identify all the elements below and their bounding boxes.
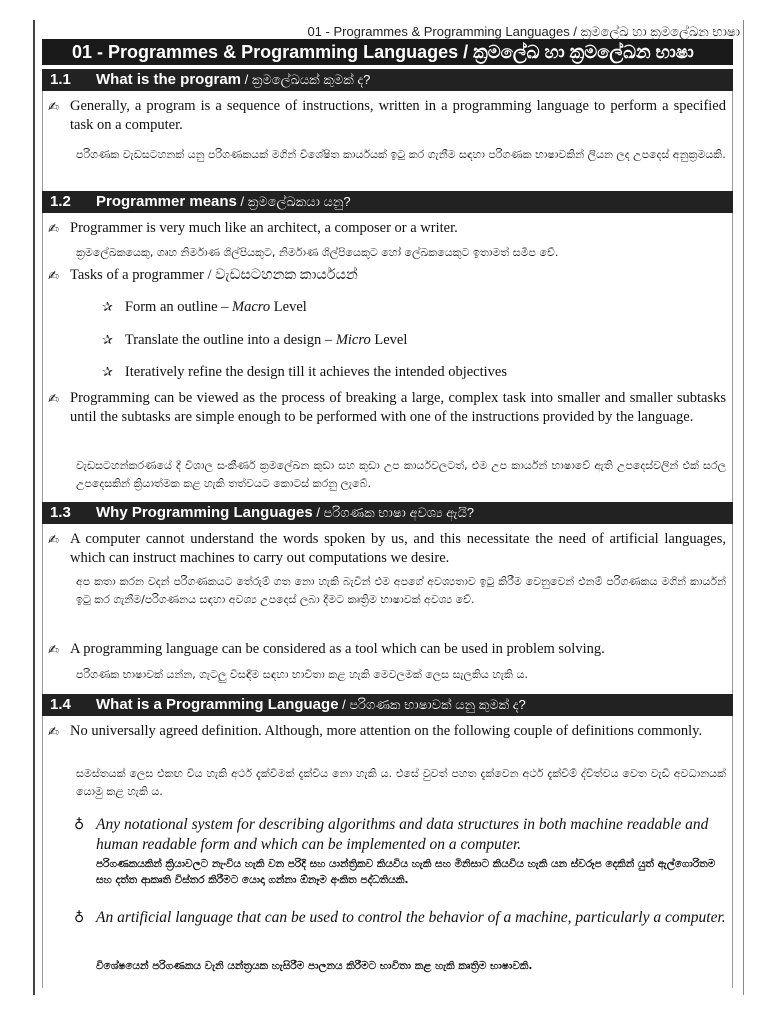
paragraph xyxy=(48,530,726,568)
sinhala-paragraph: සමස්තයක් ලෙස එකඟ විය හැකි අර්ථ දැක්වීමක් දැක්විය නො හැකි ය. එසේ වුවත් පහත දැක්වෙන අර්ථ දැක්වීම් ද්විත්වය වෙත වැඩි අවධානයක් යොමු කළ හැකි ය. xyxy=(76,767,726,798)
task-item: ✰ Iteratively refine the design till it achieves the intended objectives xyxy=(102,364,508,380)
section-title: What is a Programming Language xyxy=(96,696,339,713)
running-header: 01 - Programmes & Programming Languages / ක්‍රමලේඛ හා ක්‍රමලේඛන භාෂා xyxy=(307,24,740,39)
paragraph-text: Tasks of a programmer / වැඩසටහනක කාර්යයන් xyxy=(70,267,358,283)
definition-text: Any notational system for describing algorithms and data structures in both machine readable and human readable form and which can be implemented on a computer. xyxy=(96,816,709,853)
section-title-si: / ක්‍රමලේඛකයා යනු? xyxy=(236,194,351,209)
paragraph-text: A programming language can be considered as a tool which can be used in problem solving. xyxy=(70,641,605,657)
star-icon: ✰ xyxy=(102,333,113,348)
task-item: ✰ Translate the outline into a design – Micro Level xyxy=(102,332,408,348)
pencil-icon: ✍ xyxy=(48,725,59,740)
paragraph xyxy=(48,97,726,135)
definition-item xyxy=(74,908,726,928)
chapter-title: 01 - Programmes & Programming Languages / ක්‍රමලේඛ හා ක්‍රමලේඛන භාෂා xyxy=(42,39,733,65)
section-number: 1.1 xyxy=(50,71,71,88)
paragraph-text: Generally, a program is a sequence of instructions, written in a programming language to perform a specified task on a computer. xyxy=(70,98,726,133)
pencil-icon: ✍ xyxy=(48,100,59,115)
paragraph-text: A computer cannot understand the words spoken by us, and this necessitate the need of artificial languages, which can instruct machines to carry out computations we desire. xyxy=(70,531,726,566)
section-title: What is the program xyxy=(96,71,242,88)
pencil-icon: ✍ xyxy=(48,269,59,284)
section-heading-1-1 xyxy=(42,69,733,91)
star-icon: ✰ xyxy=(102,300,113,315)
paragraph xyxy=(48,266,726,285)
definition-sinhala: විශේෂයෙන් පරිගණකය වැනි යන්ත්‍රයක හැසිරීම පාලනය කිරීමට භාවිතා කළ හැකි කෘත්‍රිම භාෂාවකි. xyxy=(96,960,533,972)
section-number: 1.3 xyxy=(50,504,71,521)
star-icon: ✰ xyxy=(102,365,113,380)
sinhala-paragraph: පරිගණක වැඩසටහනක් යනු පරිගණකයක් මගින් විශේෂිත කාර්යයක් ඉටු කර ගැනීම සඳහා පරිගණක භාෂාවකින් ලියන ලද උපදෙස් අනුක්‍රමයකි. xyxy=(76,148,726,161)
section-title-si: / ක්‍රමලේඛයක් කුමක් ද? xyxy=(241,72,371,87)
task-item: ✰ Form an outline – Macro Level xyxy=(102,299,307,315)
paragraph xyxy=(48,640,726,659)
section-heading-1-3 xyxy=(42,502,733,524)
sinhala-paragraph: වැඩසටහන්කරණයේ දී විශාල සංකීර්ණ ක්‍රමලේඛන කුඩා සහ කුඩා උප කාර්යවලටත්, එම උප කාර්යන් භාෂාවේ ඇති උපදෙස්වලින් එක් සරල උපදෙසකින් ක්‍රියාත්මක කළ හැකි තත්වයට කොටස් කරනු ලැබේ. xyxy=(76,459,726,490)
definition-bullet-icon: ♁ xyxy=(74,817,85,833)
section-title-si: / පරිගණක භාෂා අවශ්‍ය ඇයි? xyxy=(312,505,475,520)
paragraph-text: Programmer is very much like an architect, a composer or a writer. xyxy=(70,220,458,236)
section-title-si: / පරිගණක භාෂාවක් යනු කුමක් ද? xyxy=(338,697,526,712)
definition-sinhala: පරිගණකයකින් ක්‍රියාවලට නැංවිය හැකි වන පරිදි සහ යාන්ත්‍රිකව කියවිය හැකි සහ මිනිසාට කියවිය හැකි යන ස්වරූප දෙකින් යුත් ඇල්ගොරිතම සහ දත්ත ආකෘති විස්තර කිරීමට යොදා ගන්නා ඕනෑම අංකිත පද්ධතියකි. xyxy=(96,858,716,886)
paragraph xyxy=(48,389,726,427)
section-heading-1-2 xyxy=(42,191,733,213)
pencil-icon: ✍ xyxy=(48,392,59,407)
paragraph xyxy=(48,219,726,238)
sinhala-paragraph: ක්‍රමලේඛකයෙකු, ගෘහ නිර්මාණ ශිල්පියකුට, නිර්මාණ ශිල්පියෙකුට හෝ ලේඛකයෙකුට ඉතාමත් සමීප වේ. xyxy=(76,246,559,259)
pencil-icon: ✍ xyxy=(48,222,59,237)
section-number: 1.2 xyxy=(50,193,71,210)
section-heading-1-4 xyxy=(42,694,733,716)
paragraph-text: Programming can be viewed as the process of breaking a large, complex task into smaller and smaller subtasks until the subtasks are simple enough to be performed with one of the instructions provided by the language. xyxy=(70,390,726,425)
sinhala-paragraph: අප කතා කරන වදන් පරිගණකයට තේරුම් ගත නො හැකි බැවින් එම අපගේ අවශ්‍යතාව ඉටු කිරීම වෙනුවෙන් එනම් පරිගණකය මගින් කාර්යන් ඉටු කර ගැනීම/පරිගණනය සඳහා අවශ්‍ය උපදෙස් ලබා දීමට කෘත්‍රිම භාෂාවක් අවශ්‍ය වේ. xyxy=(76,575,726,606)
section-number: 1.4 xyxy=(50,696,71,713)
definition-text: An artificial language that can be used to control the behavior of a machine, particularly a computer. xyxy=(96,909,726,926)
definition-bullet-icon: ♁ xyxy=(74,910,85,926)
definition-item xyxy=(74,815,726,855)
section-title: Why Programming Languages xyxy=(96,504,313,521)
section-title: Programmer means xyxy=(96,193,237,210)
paragraph xyxy=(48,722,726,741)
sinhala-paragraph: පරිගණක භාෂාවක් යන්න, ගැටලු විසඳීම සඳහා භාවිතා කළ හැකි මෙවලමක් ලෙස සැලකිය හැකි ය. xyxy=(76,668,528,681)
paragraph-text: No universally agreed definition. Although, more attention on the following couple of definitions commonly. xyxy=(70,723,703,739)
pencil-icon: ✍ xyxy=(48,533,59,548)
pencil-icon: ✍ xyxy=(48,643,59,658)
